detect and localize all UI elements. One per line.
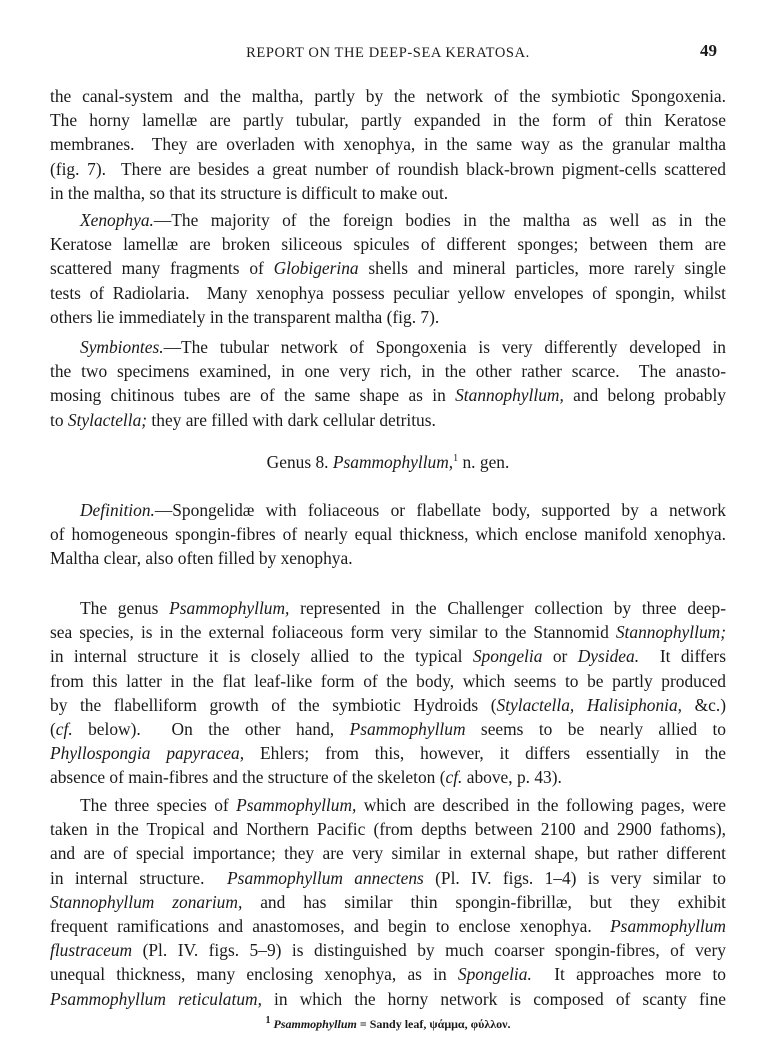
text-span: and are of special importance; they are very similar in external shape, but rather different — [50, 843, 726, 864]
text-span: (fig. 7). There are besides a great number of roundish black-brown pigment-cells scattered — [50, 158, 726, 179]
heading-prefix: Genus 8. — [266, 452, 333, 472]
footnote — [266, 1016, 511, 1032]
text-line — [50, 335, 726, 359]
text-line — [50, 717, 726, 741]
text-span: It differs — [639, 646, 726, 667]
text-span: which are described in the following pages, were — [356, 795, 726, 815]
text-line — [50, 281, 726, 305]
italic-text: Stannophyllum, — [455, 385, 564, 406]
text-span: to — [50, 409, 68, 430]
italic-text: Stylactella; — [67, 409, 148, 430]
text-line — [50, 914, 726, 938]
italic-text: cf. — [445, 767, 463, 788]
text-span: from this latter in the flat leaf-like form of the body, which seems to be partly produced — [50, 670, 726, 691]
text-span: they are filled with dark cellular detritus. — [147, 409, 436, 430]
text-span: —The tubular network of Spongoxenia is very differently developed in — [163, 337, 726, 357]
text-line — [50, 208, 726, 232]
italic-text: Globigerina — [273, 258, 359, 279]
text-span: scattered many fragments of — [50, 258, 274, 279]
text-line — [50, 232, 726, 256]
italic-text: Spongelia — [472, 646, 543, 667]
text-line — [50, 669, 726, 693]
text-span: frequent ramifications and anastomoses, and begin to enclose xenophya. — [50, 915, 611, 936]
text-line — [50, 938, 726, 962]
text-line — [50, 817, 726, 841]
text-span: sea species, is in the external foliaceous form very similar to the Stannomid — [50, 622, 616, 643]
text-line — [50, 132, 726, 156]
text-span: unequal thickness, many enclosing xenophya, as in — [50, 964, 458, 985]
italic-text: flustraceum — [50, 940, 133, 961]
text-line — [50, 693, 726, 717]
text-span: The three species of — [80, 795, 237, 815]
page-number: 49 — [700, 41, 717, 60]
text-span: (Pl. IV. figs. 5–9) is distinguished by much coarser spongin-fibres, of very — [132, 940, 726, 961]
heading-genus-name: Psammophyllum, — [332, 452, 454, 472]
text-line — [50, 256, 726, 280]
text-line — [50, 522, 726, 546]
italic-text: cf. — [55, 718, 73, 739]
text-span: by the flabelliform growth of the symbiotic Hydroids ( — [50, 694, 497, 715]
text-line — [50, 890, 726, 914]
text-span: above, p. 43). — [462, 767, 562, 788]
paragraph-xenophya — [50, 208, 726, 329]
text-span: taken in the Tropical and Northern Pacific (from depths between 2100 and 2900 fathoms), — [50, 819, 726, 840]
text-line — [50, 498, 726, 522]
italic-text: Stannophyllum; — [615, 622, 726, 643]
text-span: (Pl. IV. figs. 1–4) is very similar to — [423, 867, 726, 888]
running-title: REPORT ON THE DEEP-SEA KERATOSA. — [246, 45, 530, 61]
text-span: ( — [50, 718, 56, 739]
paragraph-definition — [50, 498, 726, 571]
italic-text: Xenophya. — [80, 210, 154, 230]
paragraph-three-species — [50, 793, 726, 1011]
text-line — [50, 359, 726, 383]
text-span: Ehlers; from this, however, it differs essentially in the — [244, 743, 726, 764]
text-span: Keratose lamellæ are broken siliceous spicules of different sponges; between them are — [50, 234, 726, 255]
text-span: in the maltha, so that its structure is difficult to make out. — [50, 182, 449, 203]
text-span: the canal-system and the maltha, partly by the network of the symbiotic Spongoxenia. — [50, 86, 726, 106]
footnote-number: 1 — [265, 1015, 271, 1026]
text-line — [50, 620, 726, 644]
text-span: and belong probably — [563, 385, 726, 406]
text-span: —Spongelidæ with foliaceous or flabellate body, supported by a network — [154, 500, 726, 520]
text-span: in internal structure. — [50, 867, 228, 888]
section-heading — [267, 450, 510, 474]
italic-text: Psammophyllum — [610, 915, 726, 936]
text-span: membranes. They are overladen with xenophya, in the same way as the granular maltha — [50, 134, 726, 155]
text-line — [50, 962, 726, 986]
text-span: and has similar thin spongin-fibrillæ, but they exhibit — [242, 891, 726, 912]
text-line — [50, 157, 726, 181]
text-span: The horny lamellæ are partly tubular, partly expanded in the form of thin Keratose — [50, 110, 726, 131]
text-span: the two specimens examined, in one very rich, in the other rather scarce. The anasto- — [50, 361, 726, 382]
text-line — [50, 383, 726, 407]
text-line — [50, 181, 726, 205]
text-line — [50, 793, 726, 817]
text-span: others lie immediately in the transparent maltha (fig. 7). — [50, 306, 440, 327]
text-span: —The majority of the foreign bodies in the maltha as well as in the — [153, 210, 726, 230]
italic-text: Psammophyllum reticulatum, — [50, 988, 262, 1009]
italic-text: Psammophyllum annectens — [227, 867, 424, 888]
italic-text: Dysidea. — [577, 646, 640, 667]
text-span: Maltha clear, also often filled by xenophya. — [50, 548, 353, 569]
text-line — [50, 108, 726, 132]
text-line — [50, 84, 726, 108]
text-line — [50, 546, 726, 570]
text-line — [50, 644, 726, 668]
italic-text: Psammophyllum, — [169, 598, 290, 618]
italic-text: Psammophyllum — [349, 718, 466, 739]
footnote-text: = Sandy leaf, ψάμμα, φύλλον. — [356, 1017, 511, 1031]
italic-text: Stylactella, Halisiphonia, — [496, 694, 683, 715]
footnote-term: Psammophyllum — [273, 1017, 357, 1031]
text-span: shells and mineral particles, more rarely single — [358, 258, 727, 279]
italic-text: Definition. — [80, 500, 155, 520]
text-line — [50, 408, 726, 432]
italic-text: Symbiontes. — [80, 337, 164, 357]
footnote-mark: 1 — [453, 453, 459, 465]
paragraph-genus-description — [50, 596, 726, 790]
text-line — [50, 305, 726, 329]
italic-text: Spongelia. — [457, 964, 532, 985]
text-span: represented in the Challenger collection by three deep- — [289, 598, 726, 618]
text-line — [50, 596, 726, 620]
italic-text: Stannophyllum zonarium, — [50, 891, 243, 912]
italic-text: Phyllospongia papyracea, — [50, 743, 245, 764]
text-span: in which the horny network is composed of scanty fine — [261, 988, 727, 1009]
text-span: &c.) — [682, 694, 727, 715]
text-span: or — [542, 646, 578, 667]
text-span: seems to be nearly allied to — [465, 718, 726, 739]
text-line — [50, 741, 726, 765]
text-span: below). On the other hand, — [72, 718, 350, 739]
text-span: in internal structure it is closely allied to the typical — [50, 646, 473, 667]
text-line — [50, 866, 726, 890]
text-span: tests of Radiolaria. Many xenophya possess peculiar yellow envelopes of spongin, whilst — [50, 282, 726, 303]
text-span: of homogeneous spongin-fibres of nearly equal thickness, which enclose manifold xenophya. — [50, 524, 726, 545]
paragraph-symbiontes — [50, 335, 726, 432]
text-line — [50, 765, 726, 789]
text-span: The genus — [80, 598, 170, 618]
heading-suffix: n. gen. — [458, 452, 510, 472]
text-line — [50, 987, 726, 1011]
text-span: It approaches more to — [531, 964, 726, 985]
text-span: absence of main-fibres and the structure of the skeleton ( — [50, 767, 446, 788]
text-span: mosing chitinous tubes are of the same shape as in — [50, 385, 456, 406]
text-line — [50, 841, 726, 865]
italic-text: Psammophyllum, — [236, 795, 357, 815]
paragraph-canal-system — [50, 84, 726, 205]
